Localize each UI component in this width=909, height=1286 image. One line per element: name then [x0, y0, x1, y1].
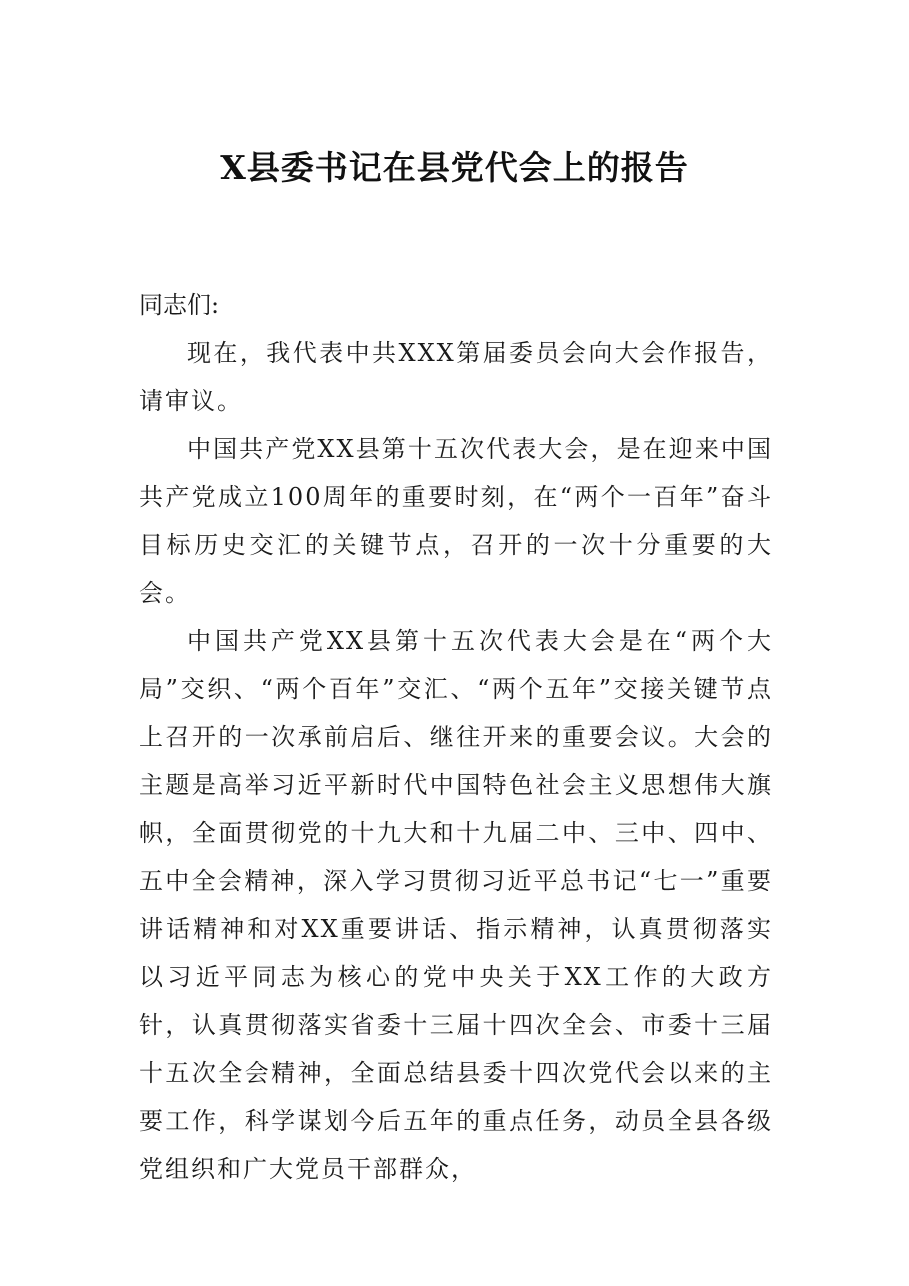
greeting: 同志们:: [139, 291, 220, 319]
document-body: [139, 281, 773, 1193]
paragraph-3: 中国共产党XX县第十五次代表大会是在“两个大局”交织、“两个百年”交汇、“两个五年”交接关键节点上召开的一次承前启后、继往开来的重要会议。大会的主题是高举习近平新时代中国特色社会主义思想伟大旗帜，全面贯彻党的十九大和十九届二中、三中、四中、五中全会精神，深入学习贯彻习近平总书记“七一”重要讲话精神和对XX重要讲话、指示精神，认真贯彻落实以习近平同志为核心的党中央关于XX工作的大政方针，认真贯彻落实省委十三届十四次全会、市委十三届十五次全会精神，全面总结县委十四次党代会以来的主要工作，科学谋划今后五年的重点任务，动员全县各级党组织和广大党员干部群众，: [139, 627, 773, 1183]
paragraph-2: 中国共产党XX县第十五次代表大会，是在迎来中国共产党成立100周年的重要时刻，在“两个一百年”奋斗目标历史交汇的关键节点，召开的一次十分重要的大会。: [139, 435, 773, 607]
paragraph-1: 现在，我代表中共XXX第届委员会向大会作报告，请审议。: [139, 339, 773, 415]
document-title: X县委书记在县党代会上的报告: [220, 148, 689, 187]
